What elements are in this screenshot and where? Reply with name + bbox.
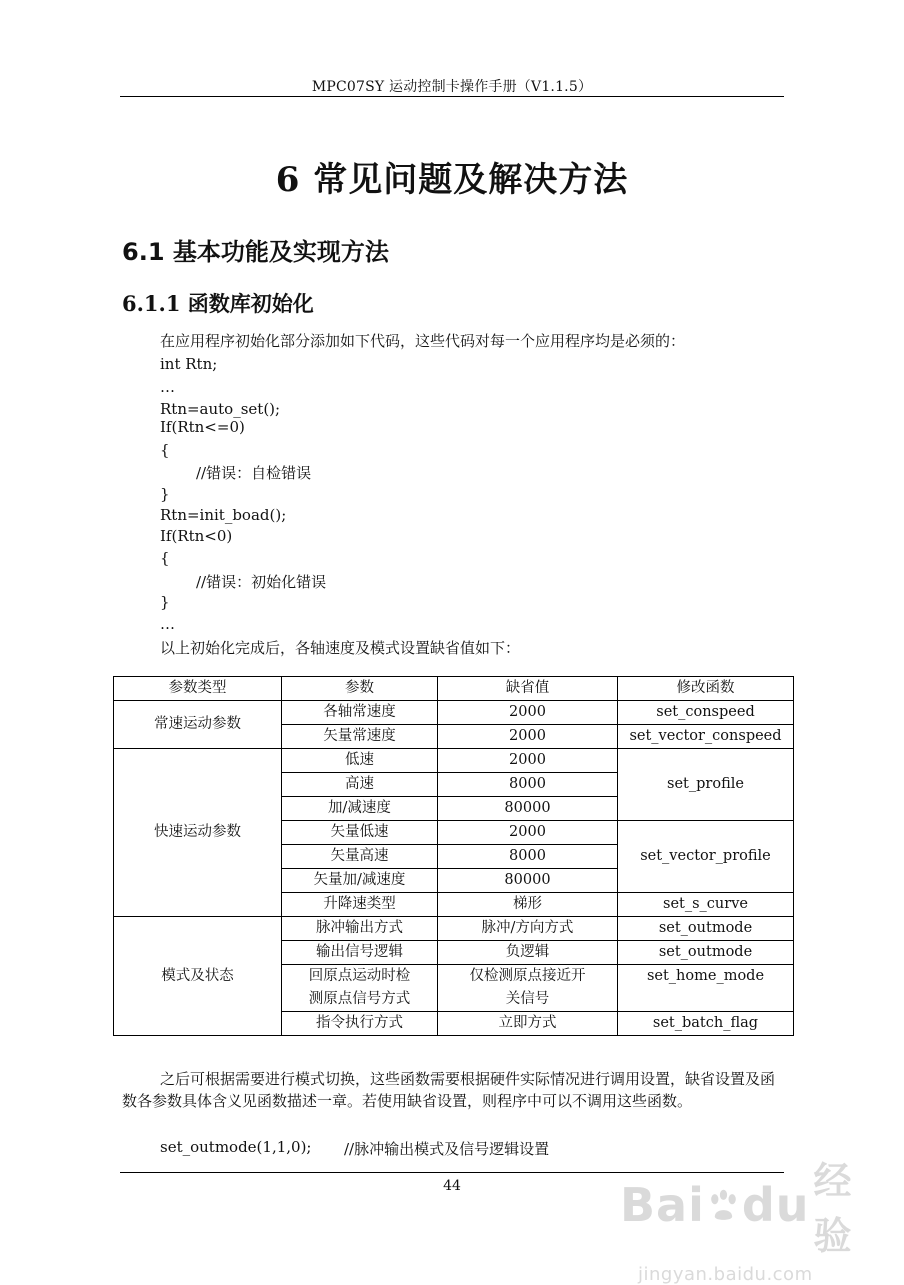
watermark-url: jingyan.baidu.com [638,1264,813,1285]
group-cell: 快速运动参数 [114,749,282,917]
function-cell: set_vector_conspeed [618,725,794,749]
table-row [114,749,794,773]
code-line: } [160,485,170,503]
param-cell: 矢量常速度 [282,725,438,749]
default-cell: 2000 [438,701,618,725]
param-line: 回原点运动时检 [308,968,411,984]
header-cell: 缺省值 [438,677,618,701]
chapter-title: 6 常见问题及解决方法 [275,160,629,200]
default-cell: 8000 [438,773,618,797]
param-cell: 各轴常速度 [282,701,438,725]
code-line: Rtn=init_boad(); [160,506,287,524]
code-line: { [160,441,170,459]
param-cell: 矢量低速 [282,821,438,845]
header-cell: 参数 [282,677,438,701]
default-cell [438,965,618,1012]
watermark-logo [620,1150,870,1260]
param-cell: 矢量加/减速度 [282,869,438,893]
code-comment: //错误：自检错误 [196,464,312,482]
param-cell: 输出信号逻辑 [282,941,438,965]
table-row [114,701,794,725]
default-cell: 负逻辑 [438,941,618,965]
header-cell: 修改函数 [618,677,794,701]
watermark-logo-right: du [741,1178,810,1232]
group-cell: 模式及状态 [114,917,282,1036]
code-line: If(Rtn<=0) [160,418,245,436]
subsection-title: 6.1.1 函数库初始化 [122,291,314,316]
code-line: If(Rtn<0) [160,527,233,545]
code-line: … [160,615,175,633]
param-line: 测原点信号方式 [308,991,411,1007]
function-cell: set_conspeed [618,701,794,725]
example-code: set_outmode(1,1,0); [160,1138,312,1156]
default-cell: 2000 [438,749,618,773]
default-cell: 8000 [438,845,618,869]
default-line: 仅检测原点接近开 [469,968,586,984]
default-cell: 80000 [438,869,618,893]
header-cell: 参数类型 [114,677,282,701]
watermark-logo-cn: 经验 [813,1159,853,1258]
default-cell: 立即方式 [438,1012,618,1036]
after-paragraph: 之后可根据需要进行模式切换，这些函数需要根据硬件实际情况进行调用设置，缺省设置及函数各参数具体含义见函数描述一章。若使用缺省设置，则程序中可以不调用这些函数。 [122,1070,776,1110]
example-comment: //脉冲输出模式及信号逻辑设置 [344,1140,550,1158]
function-cell: set_outmode [618,917,794,941]
default-cell: 2000 [438,821,618,845]
code-line: int Rtn; [160,355,218,373]
param-cell: 升降速类型 [282,893,438,917]
intro-text: 在应用程序初始化部分添加如下代码，这些代码对每一个应用程序均是必须的： [160,332,686,350]
code-comment: //错误：初始化错误 [196,573,327,591]
function-cell: set_outmode [618,941,794,965]
default-cell: 梯形 [438,893,618,917]
default-cell: 2000 [438,725,618,749]
function-cell: set_home_mode [618,965,794,1012]
param-cell: 矢量高速 [282,845,438,869]
code-line: } [160,593,170,611]
function-cell: set_profile [618,749,794,821]
function-cell: set_batch_flag [618,1012,794,1036]
page-number: 44 [443,1178,461,1194]
param-cell: 高速 [282,773,438,797]
code-line: { [160,549,170,567]
param-cell: 指令执行方式 [282,1012,438,1036]
param-cell [282,965,438,1012]
function-cell: set_s_curve [618,893,794,917]
watermark-logo-left: Bai [620,1178,705,1232]
table-row [114,917,794,941]
paw-icon [709,1183,738,1227]
table-header-row [114,677,794,701]
running-header: MPC07SY 运动控制卡操作手册（V1.1.5） [311,79,593,95]
param-cell: 加/减速度 [282,797,438,821]
baidu-watermark [620,1150,870,1285]
defaults-table [113,676,794,1036]
default-cell: 脉冲/方向方式 [438,917,618,941]
header-rule [120,96,784,97]
code-line: Rtn=auto_set(); [160,400,281,418]
default-cell: 80000 [438,797,618,821]
section-title: 6.1 基本功能及实现方法 [122,238,389,266]
param-cell: 低速 [282,749,438,773]
group-cell: 常速运动参数 [114,701,282,749]
defaults-intro: 以上初始化完成后，各轴速度及模式设置缺省值如下： [160,639,521,657]
code-line: … [160,378,175,396]
default-line: 关信号 [505,991,550,1007]
function-cell: set_vector_profile [618,821,794,893]
param-cell: 脉冲输出方式 [282,917,438,941]
